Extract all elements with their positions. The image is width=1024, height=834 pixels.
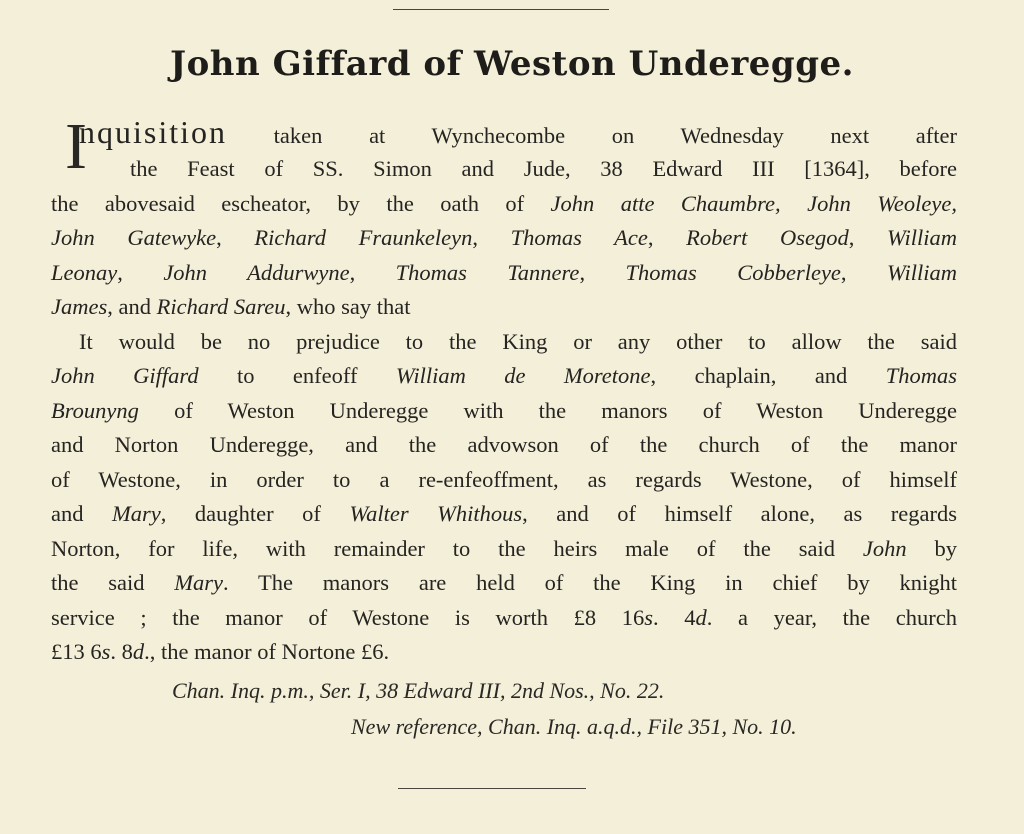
text-segment: . The manors are held of the King in chief by knight [223,570,957,595]
text-segment: ., the manor of Nortone £6. [144,639,390,664]
text-line [51,635,957,670]
text-segment: . a year, the church [706,604,957,630]
text-segment: , and of himself alone, as regards [522,501,957,526]
text-segment: , chaplain, and [650,363,886,388]
text-segment: Mary [112,501,161,526]
text-segment: taken at Wynchecombe on Wednesday next after [227,123,957,148]
text-line [51,112,957,152]
text-line [51,601,957,636]
text-segment: Thomas Cobberleye [625,259,841,285]
text-segment: and [51,501,113,526]
text-line [51,152,957,187]
citation-new-reference: New reference, Chan. Inq. a.q.d., File 351, No. 10. [351,714,797,739]
text-segment: , [472,225,511,250]
text-segment: and Norton Underegge, and the advowson of the church of the manor [51,432,957,457]
text-line [51,290,957,325]
text-segment: Thomas Tannere [395,259,580,285]
text-segment: Richard Fraunkeleyn [254,225,473,250]
text-segment: William de Moretone [395,363,651,388]
text-segment: d [132,639,145,664]
bottom-rule [398,788,586,789]
text-segment: James [51,294,108,319]
text-segment: s [644,604,654,630]
text-segment: William [886,225,957,250]
text-segment: , [579,259,626,285]
text-segment: of Weston Underegge with the manors of Weston Underegge [138,397,957,423]
text-segment: Walter Whithous [349,501,523,526]
text-line [51,394,957,429]
text-line [51,497,957,532]
text-line [51,532,957,567]
text-segment: Thomas [885,363,957,388]
text-segment: d [695,604,707,630]
text-line [51,325,957,360]
text-line [51,221,957,256]
text-segment: Mary [174,570,224,595]
text-line [51,256,957,291]
text-segment: the abovesaid escheator, by the oath of [51,190,551,216]
text-segment: Leonay [51,259,118,285]
text-segment: , [216,225,255,250]
text-segment: , daughter of [160,501,350,526]
text-segment: to enfeoff [198,363,396,388]
text-line [51,359,957,394]
text-segment: , and [107,294,157,319]
drop-cap: I [65,110,87,183]
lead-word: nquisition [79,114,228,150]
text-segment: by [906,535,958,561]
document-body [51,112,957,670]
text-segment: of Westone, in order to a re-enfeoffment, as regards Westone, of himself [51,466,957,492]
text-segment: . 8 [110,639,133,664]
text-segment: Richard Sareu [156,294,286,319]
text-segment: . 4 [653,604,696,630]
text-segment: the said [51,570,175,595]
text-segment: It would be no prejudice to the King or any other to allow the said [79,328,957,354]
text-line [51,463,957,498]
text-segment: , [349,259,396,285]
text-segment: , [840,259,887,285]
text-segment: the Feast of SS. Simon and Jude, 38 Edward III [1364], before [130,156,957,181]
text-segment: , who say that [285,294,411,319]
text-segment: Thomas Ace [510,225,648,250]
text-segment: John atte Chaumbre, John Weoleye, [550,190,957,216]
text-segment: £13 6 [51,639,102,664]
citation-primary: Chan. Inq. p.m., Ser. I, 38 Edward III, 2nd Nos., No. 22. [172,678,665,703]
text-segment: John Addurwyne [163,259,350,285]
text-segment: service ; the manor of Westone is worth £8 16 [51,604,645,630]
text-segment: John Giffard [51,363,199,388]
text-segment: , [848,225,887,250]
text-line [51,566,957,601]
text-segment: John [862,535,907,561]
text-line [51,187,957,222]
text-segment: , [647,225,687,250]
text-segment: , [117,259,164,285]
text-segment: William [886,259,957,285]
text-segment: Brounyng [51,397,139,423]
top-rule [393,9,609,10]
text-segment: Norton, for life, with remainder to the heirs male of the said [51,535,863,561]
text-segment: s [101,639,111,664]
text-segment: Robert Osegod [686,225,849,250]
text-line [51,428,957,463]
document-heading: John Giffard of Weston Underegge. [170,44,854,84]
text-segment: John Gatewyke [51,225,217,250]
